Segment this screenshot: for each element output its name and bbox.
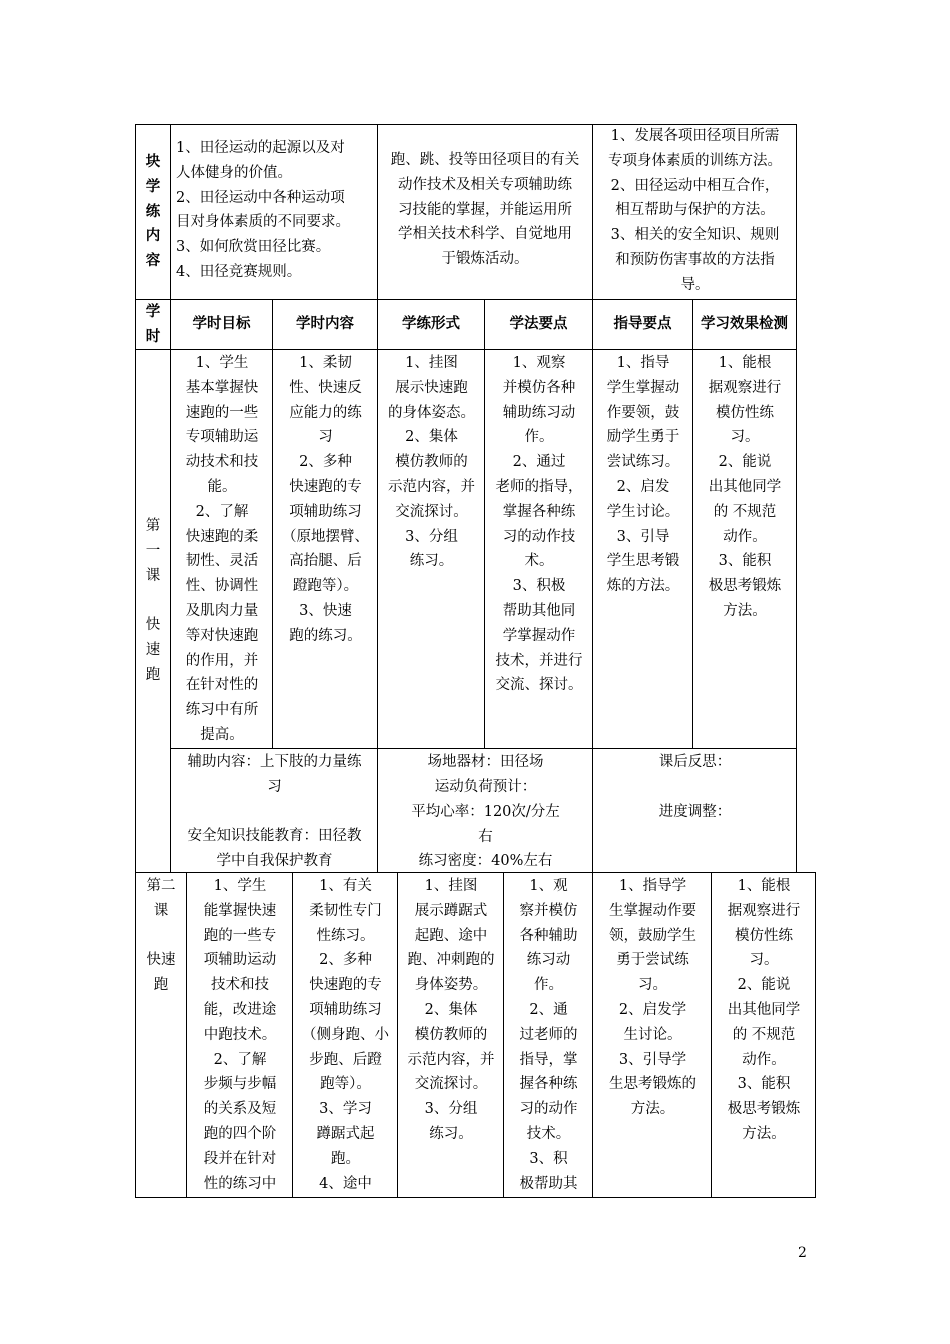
rule	[815, 872, 816, 1198]
lesson1-method: 1、观察 并模仿各种 辅助练习动 作。 2、通过 老师的指导， 掌握各种练 习的动作技 术。 3、积极 帮助其他同 学掌握动作 技术，并进行 交流、探讨。	[495, 355, 583, 694]
practice-density: 练习密度：40%左右	[418, 853, 553, 869]
section-label: 块 学 练 内 容	[145, 153, 161, 270]
lesson2-method: 1、观 察并模仿 各种辅助 练习动 作。 2、通 过老师的 指导，掌 握各种练 习的动作 技术。 3、积 极帮助其	[519, 878, 578, 1192]
header-content: 学时内容	[296, 315, 354, 332]
header-guide: 指导要点	[613, 315, 672, 332]
lesson1-label: 第 一 课 快 速 跑	[145, 518, 161, 683]
lesson2-guide: 1、指导学 生掌握动作要 领，鼓励学生 勇于尝试练 习。 2、启发学 生讨论。 3、引导学 生思考锻炼的 方法。	[609, 878, 696, 1118]
lesson1-content: 1、柔韧 性、快速反 应能力的练 习 2、多种 快速跑的专 项辅助练习 （原地摆臂、 高抬腿、后 蹬跑等）。 3、快速 跑的练习。	[282, 355, 369, 644]
safety-education: 安全知识技能教育：田径教 学中自我保护教育	[187, 828, 362, 869]
lesson2-label: 第二 课 快速 跑	[146, 878, 176, 994]
rule	[592, 872, 593, 1198]
rule	[135, 1197, 815, 1198]
rule	[692, 299, 693, 749]
header-hours: 学 时	[145, 303, 161, 345]
rule	[397, 872, 398, 1198]
rule	[796, 124, 797, 873]
page-number: 2	[798, 1245, 807, 1261]
header-method: 学法要点	[509, 315, 568, 332]
rule	[484, 299, 485, 749]
lesson1-goal: 1、学生 基本掌握快 速跑的一些 专项辅助运 动技术和技 能。 2、了解 快速跑的柔 韧性、灵活 性、协调性 及肌肉力量 等对快速跑 的作用，并 在针对性的 练习中有所 提高。	[185, 355, 259, 743]
lesson1-guide: 1、指导 学生掌握动 作要领，鼓 励学生勇于 尝试练习。 2、启发 学生讨论。 3、引导 学生思考锻 炼的方法。	[606, 355, 680, 595]
rule	[186, 872, 187, 1198]
lesson2-content: 1、有关 柔韧性专门 性练习。 2、多种 快速跑的专 项辅助练习 （侧身跑、小 步跑、后蹬 跑等）。 3、学习 蹲踞式起 跑。 4、途中	[302, 878, 389, 1192]
rule	[503, 872, 504, 1198]
rule	[377, 124, 378, 300]
rule	[135, 349, 797, 350]
lesson1-form: 1、挂图 展示快速跑 的身体姿态。 2、集体 模仿教师的 示范内容，并 交流探讨。 3、分组 练习。	[388, 355, 475, 570]
header-check: 学习效果检测	[701, 315, 788, 332]
lesson1-check: 1、能根 据观察进行 模仿性练 习。 2、能说 出其他同学 的 不规范 动作。 3、能积 极思考锻炼 方法。	[708, 355, 782, 619]
rule	[292, 872, 293, 1198]
load-estimate: 运动负荷预计：	[434, 779, 537, 795]
venue-equipment: 场地器材：田径场	[427, 754, 544, 770]
rule	[711, 872, 712, 1198]
rule	[377, 299, 378, 873]
heart-rate: 平均心率：120次/分左 右	[411, 804, 560, 845]
lesson2-goal: 1、学生 能掌握快速 跑的一些专 项辅助运动 技术和技 能，改进途 中跑技术。 2、了解 步频与步幅 的关系及短 跑的四个阶 段并在针对 性的练习中	[203, 878, 277, 1192]
section-col-methods: 1、发展各项田径项目所需 专项身体素质的训练方法。 2、田径运动中相互合作， 相互帮助与保护的方法。 3、相关的安全知识、规则 和预防伤害事故的方法指 导。	[608, 128, 782, 293]
rule	[592, 299, 593, 873]
lesson2-form: 1、挂图 展示蹲踞式 起跑、途中 跑、冲刺跑的 身体姿势。 2、集体 模仿教师的 示范内容，并 交流探讨。 3、分组 练习。	[407, 878, 495, 1142]
lesson2-check: 1、能根 据观察进行 模仿性练 习。 2、能说 出其他同学 的 不规范 动作。 3、能积 极思考锻炼 方法。	[727, 878, 801, 1142]
section-col-skills: 跑、跳、投等田径项目的有关 动作技术及相关专项辅助练 习技能的掌握，并能运用所 学相关技术科学、自觉地用 于锻炼活动。	[390, 152, 580, 268]
rule	[592, 124, 593, 300]
post-class-reflection: 课后反思：	[658, 754, 732, 770]
progress-adjustment: 进度调整：	[658, 804, 732, 820]
section-col-knowledge: 1、田径运动的起源以及对 人体健身的价值。 2、田径运动中各种运动项 目对身体素质的不同要求。 3、如何欣赏田径比赛。 4、田径竞赛规则。	[176, 140, 350, 280]
rule	[272, 299, 273, 749]
header-goal: 学时目标	[192, 315, 251, 332]
rule	[135, 299, 797, 300]
aux-content: 辅助内容：上下肢的力量练 习	[187, 754, 362, 795]
header-form: 学练形式	[402, 315, 460, 332]
